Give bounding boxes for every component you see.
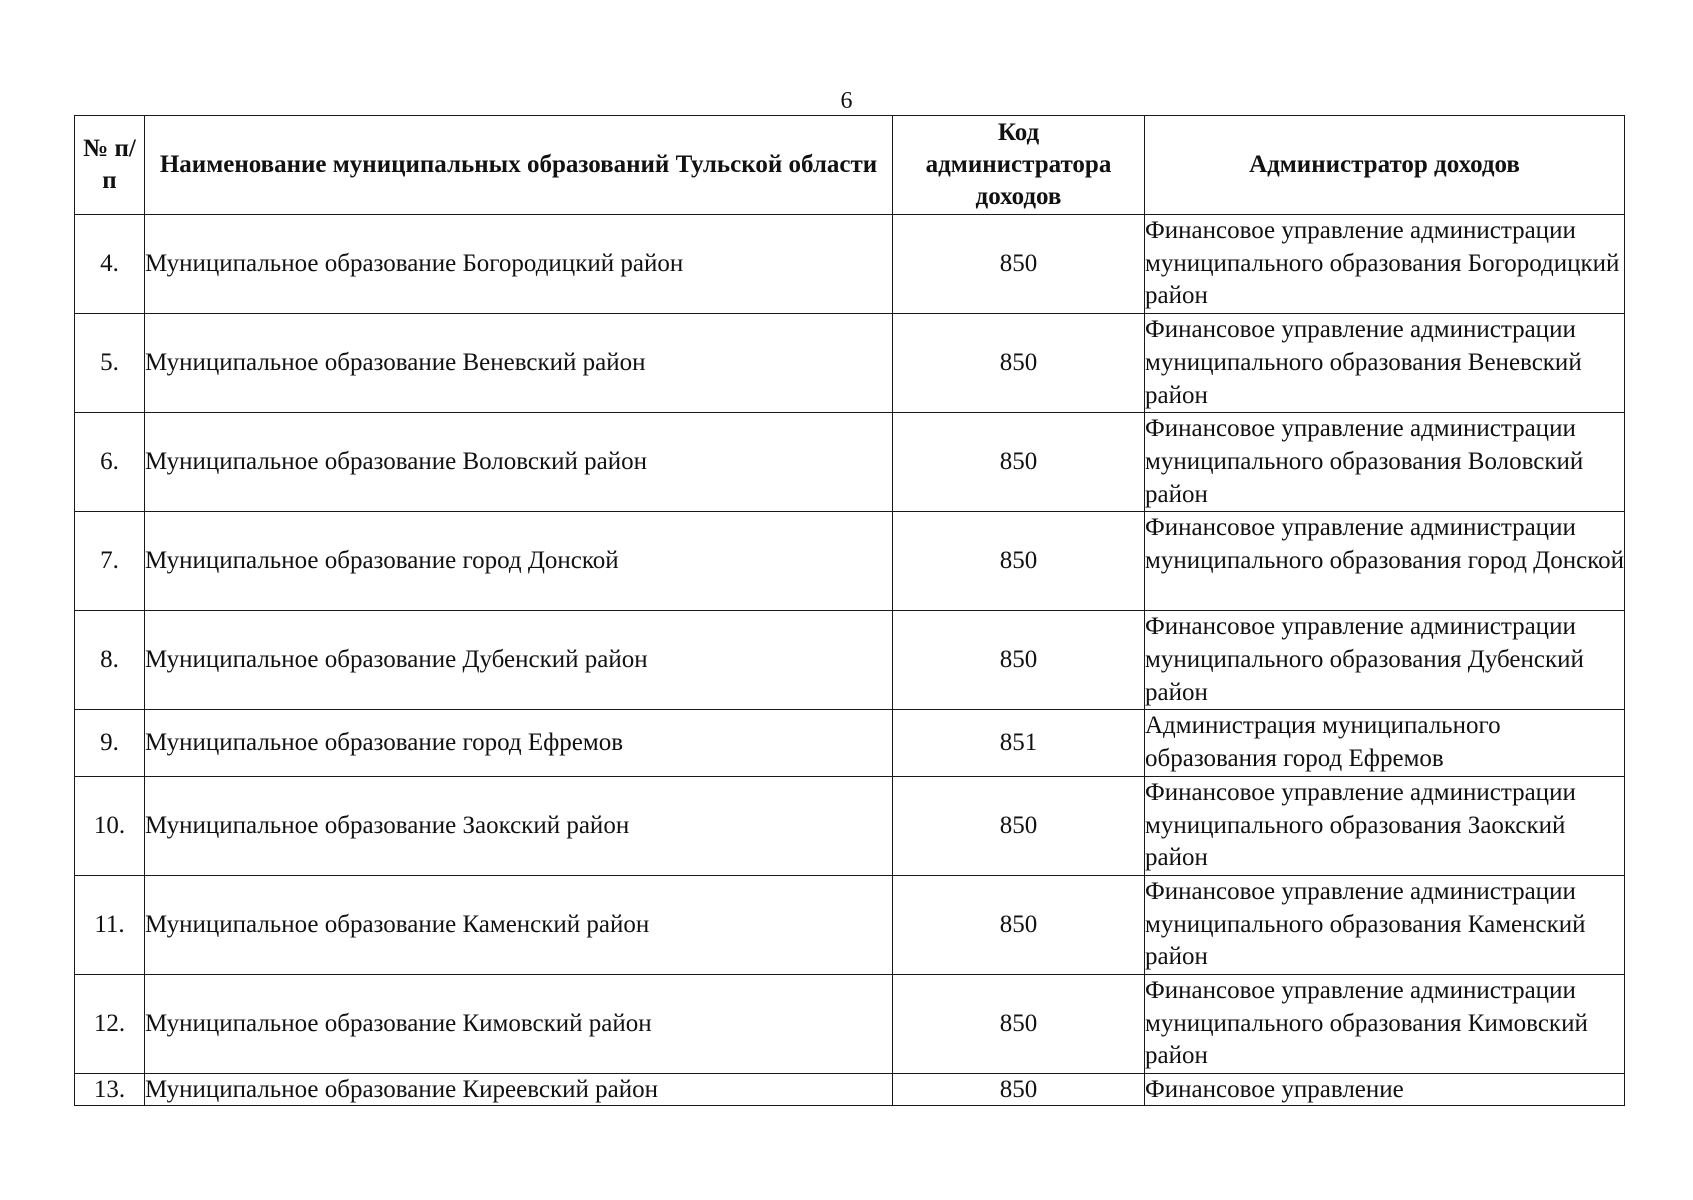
header-num: № п/п <box>75 116 145 215</box>
administrator-code: 850 <box>893 776 1145 875</box>
administrator-code: 851 <box>893 710 1145 776</box>
table-row <box>75 611 1625 710</box>
row-number: 9. <box>75 710 145 776</box>
table-header-row <box>75 116 1625 215</box>
municipality-name: Муниципальное образование Кимовский район <box>145 975 893 1074</box>
municipality-name: Муниципальное образование Каменский район <box>145 875 893 974</box>
row-number: 7. <box>75 512 145 611</box>
municipality-name: Муниципальное образование город Ефремов <box>145 710 893 776</box>
administrator-code: 850 <box>893 875 1145 974</box>
revenue-administrator: Финансовое управление администрации муниципального образования Веневский район <box>1145 314 1625 413</box>
municipality-name: Муниципальное образование Киреевский район <box>145 1074 893 1106</box>
administrator-code: 850 <box>893 611 1145 710</box>
table-row <box>75 413 1625 512</box>
row-number: 13. <box>75 1074 145 1106</box>
administrator-code: 850 <box>893 314 1145 413</box>
header-admin: Администратор доходов <box>1145 116 1625 215</box>
municipality-name: Муниципальное образование город Донской <box>145 512 893 611</box>
row-number: 12. <box>75 975 145 1074</box>
administrator-code: 850 <box>893 1074 1145 1106</box>
administrator-code: 850 <box>893 512 1145 611</box>
row-number: 11. <box>75 875 145 974</box>
page-number: 6 <box>840 88 853 114</box>
revenue-administrator: Финансовое управление администрации муниципального образования Заокский район <box>1145 776 1625 875</box>
table-row <box>75 1074 1625 1106</box>
header-name: Наименование муниципальных образований Тульской области <box>145 116 893 215</box>
revenue-administrator: Финансовое управление <box>1145 1074 1625 1106</box>
revenue-administrator: Финансовое управление администрации муниципального образования Каменский район <box>1145 875 1625 974</box>
table-row <box>75 314 1625 413</box>
revenue-administrator: Финансовое управление администрации муниципального образования Дубенский район <box>1145 611 1625 710</box>
revenue-administrators-table <box>74 115 1625 1106</box>
revenue-administrator: Финансовое управление администрации муниципального образования Богородицкий район <box>1145 215 1625 314</box>
administrator-code: 850 <box>893 215 1145 314</box>
table-row <box>75 776 1625 875</box>
row-number: 6. <box>75 413 145 512</box>
municipality-name: Муниципальное образование Воловский район <box>145 413 893 512</box>
revenue-administrator: Финансовое управление администрации муниципального образования Воловский район <box>1145 413 1625 512</box>
revenue-administrator: Финансовое управление администрации муниципального образования Кимовский район <box>1145 975 1625 1074</box>
table-row <box>75 875 1625 974</box>
municipality-name: Муниципальное образование Заокский район <box>145 776 893 875</box>
revenue-administrator: Финансовое управление администрации муниципального образования город Донской <box>1145 512 1625 611</box>
table-row <box>75 215 1625 314</box>
row-number: 4. <box>75 215 145 314</box>
row-number: 10. <box>75 776 145 875</box>
administrator-code: 850 <box>893 413 1145 512</box>
table-row <box>75 710 1625 776</box>
municipality-name: Муниципальное образование Веневский район <box>145 314 893 413</box>
municipality-name: Муниципальное образование Дубенский район <box>145 611 893 710</box>
administrator-code: 850 <box>893 975 1145 1074</box>
table-row <box>75 512 1625 611</box>
revenue-administrator: Администрация муниципального образования город Ефремов <box>1145 710 1625 776</box>
row-number: 5. <box>75 314 145 413</box>
table-row <box>75 975 1625 1074</box>
header-code: Код администратора доходов <box>893 116 1145 215</box>
row-number: 8. <box>75 611 145 710</box>
municipality-name: Муниципальное образование Богородицкий район <box>145 215 893 314</box>
